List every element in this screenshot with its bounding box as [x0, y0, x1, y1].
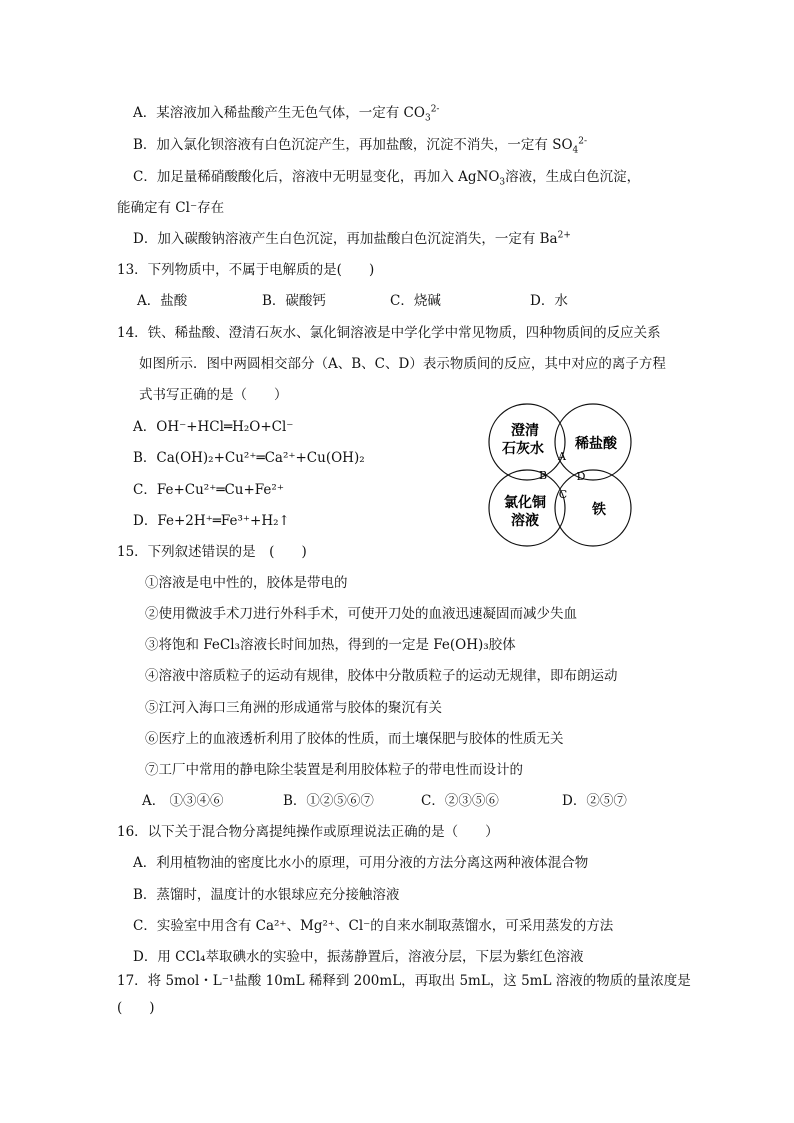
q15-option-a: A． ①③④⑥ — [142, 793, 224, 809]
q14-stem-line3: 式书写正确的是（ ） — [139, 387, 288, 403]
q12-option-c-continued: 能确定有 Cl⁻存在 — [117, 200, 225, 216]
q14-option-c: C．Fe+Cu²⁺═Cu+Fe²⁺ — [133, 482, 284, 498]
q12-option-a — [133, 104, 439, 122]
q14-option-a: A．OH⁻+HCl═H₂O+Cl⁻ — [133, 419, 294, 435]
venn-region-b: B — [538, 469, 548, 482]
option-label: C． — [133, 169, 157, 185]
formula: SO — [552, 137, 573, 153]
option-label: B． — [133, 137, 157, 153]
q15-option-c: C．②③⑤⑥ — [421, 793, 499, 809]
q17-stem-continued: ( ) — [117, 1000, 155, 1016]
venn-region-d: D — [576, 470, 586, 483]
q15-option-d: D．②⑤⑦ — [562, 793, 627, 809]
formula: AgNO — [458, 169, 500, 185]
option-text: 加入碳酸钠溶液产生白色沉淀，再加盐酸白色沉淀消失，一定有 — [157, 231, 536, 247]
q16-option-b: B．蒸馏时，温度计的水银球应充分接触溶液 — [133, 887, 400, 903]
q14-stem-line1: 14．铁、稀盐酸、澄清石灰水、氯化铜溶液是中学化学中常见物质，四种物质间的反应关系 — [117, 325, 661, 341]
option-text: 某溶液加入稀盐酸产生无色气体，一定有 — [156, 105, 400, 121]
venn-label-iron: 铁 — [592, 502, 606, 518]
q15-item-3: ③将饱和 FeCl₃溶液长时间加热，得到的一定是 Fe(OH)₃胶体 — [145, 637, 516, 653]
formula-superscript: 2- — [430, 104, 440, 115]
venn-label-hcl: 稀盐酸 — [575, 436, 617, 452]
formula-subscript: 3 — [499, 177, 506, 188]
q15-item-2: ②使用微波手术刀进行外科手术，可使开刀处的血液迅速凝固而减少失血 — [145, 606, 577, 622]
formula-subscript: 3 — [424, 113, 431, 124]
q13-stem: 13．下列物质中，不属于电解质的是( ) — [117, 262, 375, 278]
q12-option-d — [133, 230, 571, 248]
q14-stem-line2: 如图所示．图中两圆相交部分（A、B、C、D）表示物质间的反应，其中对应的离子方程 — [139, 356, 666, 372]
q16-stem: 16．以下关于混合物分离提纯操作或原理说法正确的是（ ） — [117, 824, 499, 840]
q16-option-a: A．利用植物油的密度比水小的原理，可用分液的方法分离这两种液体混合物 — [133, 855, 589, 871]
q14-option-b: B．Ca(OH)₂+Cu²⁺═Ca²⁺+Cu(OH)₂ — [133, 450, 365, 466]
q15-item-5: ⑤江河入海口三角洲的形成通常与胶体的聚沉有关 — [145, 700, 442, 716]
option-text-cont: 溶液，生成白色沉淀， — [505, 169, 641, 185]
q12-option-b — [133, 136, 587, 154]
option-text: 加足量稀硝酸酸化后，溶液中无明显变化，再加入 — [156, 169, 454, 185]
q12-option-c — [133, 168, 640, 186]
q13-options — [0, 292, 794, 310]
q15-item-1: ①溶液是电中性的，胶体是带电的 — [145, 575, 348, 591]
venn-label-cucl2-1: 氯化铜 — [504, 495, 546, 511]
q15-item-7: ⑦工厂中常用的静电除尘装置是利用胶体粒子的带电性而设计的 — [145, 762, 523, 778]
option-label: A． — [133, 105, 157, 121]
q15-stem: 15．下列叙述错误的是 ( ) — [117, 544, 307, 560]
venn-label-cucl2-2: 溶液 — [511, 513, 539, 529]
q13-option-d: D．水 — [530, 293, 568, 309]
venn-diagram — [487, 403, 637, 553]
q14-option-d: D．Fe+2H⁺═Fe³⁺+H₂↑ — [133, 513, 290, 529]
q17-stem: 17．将 5mol・L⁻¹盐酸 10mL 稀释到 200mL，再取出 5mL，这 5mL 溶液的物质的量浓度是 — [117, 973, 691, 989]
q16-option-c: C．实验室中用含有 Ca²⁺、Mg²⁺、Cl⁻的自来水制取蒸馏水，可采用蒸发的方法 — [133, 918, 614, 934]
formula-subscript: 4 — [572, 145, 579, 156]
q15-item-4: ④溶液中溶质粒子的运动有规律，胶体中分散质粒子的运动无规律，即布朗运动 — [145, 668, 618, 684]
formula: Ba — [539, 231, 558, 247]
formula: CO — [403, 105, 425, 121]
q13-option-b: B．碳酸钙 — [262, 293, 326, 309]
q15-options — [0, 792, 794, 810]
q13-option-c: C．烧碱 — [390, 293, 441, 309]
venn-region-a: A — [558, 450, 566, 463]
formula-superscript: 2+ — [557, 230, 571, 241]
venn-label-limewater-2: 石灰水 — [502, 441, 544, 457]
venn-label-limewater-1: 澄清 — [511, 423, 539, 439]
q15-option-b: B．①②⑤⑥⑦ — [283, 793, 374, 809]
q16-option-d: D．用 CCl₄萃取碘水的实验中，振荡静置后，溶液分层，下层为紫红色溶液 — [133, 949, 584, 965]
q15-item-6: ⑥医疗上的血液透析利用了胶体的性质，而土壤保肥与胶体的性质无关 — [145, 731, 564, 747]
venn-region-c: C — [558, 488, 568, 501]
option-label: D． — [133, 231, 158, 247]
formula-superscript: 2- — [578, 136, 588, 147]
option-text: 加入氯化钡溶液有白色沉淀产生，再加盐酸，沉淀不消失，一定有 — [156, 137, 548, 153]
q13-option-a: A．盐酸 — [137, 293, 188, 309]
